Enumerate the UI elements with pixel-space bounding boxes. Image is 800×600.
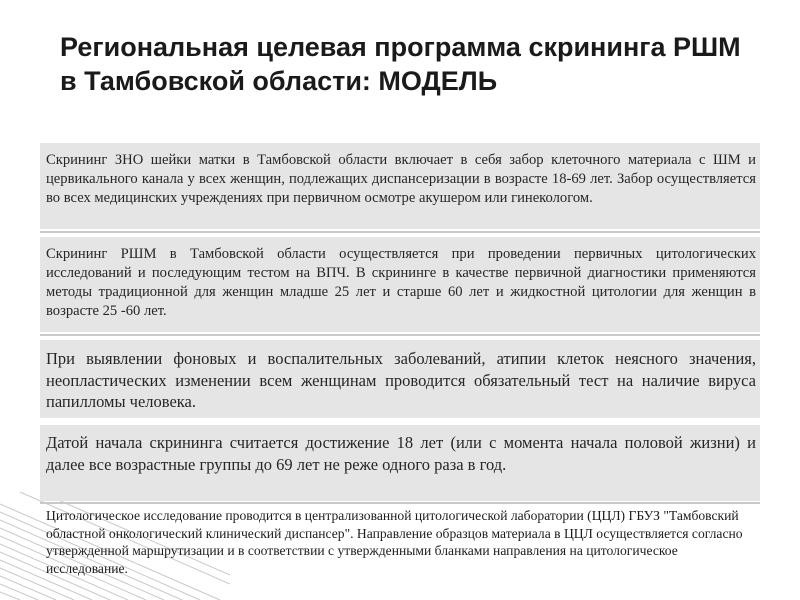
content-block-4 [40, 425, 760, 501]
content-block-2 [40, 237, 760, 332]
content-block-3 [40, 340, 760, 418]
content-block-1 [40, 143, 760, 229]
slide-title: Региональная целевая программа скрининга РШМ в Тамбовской области: МОДЕЛЬ [60, 32, 741, 96]
block-divider [40, 231, 760, 233]
block-3-text: При выявлении фоновых и воспалительных заболеваний, атипии клеток неясного значения, неопластических изменении всем женщинам проводится обязательный тест на наличие вируса папилломы человека. [46, 349, 756, 411]
content-block-5-text: Цитологическое исследование проводится в централизованной цитологической лаборатории (ЦЦЛ) ГБУЗ "Тамбовский областной онкологический клинический диспансер". Направление образцов материала в ЦЦЛ осуществляется согласно утвержденной маршрутизации и в соответствии с утвержденными бланками направления на цитологическое исследование. [46, 508, 743, 576]
block-divider [40, 334, 760, 336]
block-4-text: Датой начала скрининга считается достижение 18 лет (или с момента начала половой жизни) и далее все возрастные группы до 69 лет не реже одного раза в год. [46, 433, 756, 474]
block-divider [40, 502, 760, 504]
block-1-text: Скрининг ЗНО шейки матки в Тамбовской области включает в себя забор клеточного материала с ШМ и цервикального канала у всех женщин, подлежащих диспансеризации в возрасте 18-69 лет. Забор осуществляется во всех медицинских учреждениях при первичном осмотре акушером или гинекологом. [46, 152, 756, 206]
block-2-text: Скрининг РШМ в Тамбовской области осуществляется при проведении первичных цитологических исследований и последующим тестом на ВПЧ. В скрининге в качестве первичной диагностики применяются методы традиционной для женщин младше 25 лет и старше 60 лет и жидкостной цитологии для женщин в возрасте 25 -60 лет. [46, 246, 756, 319]
